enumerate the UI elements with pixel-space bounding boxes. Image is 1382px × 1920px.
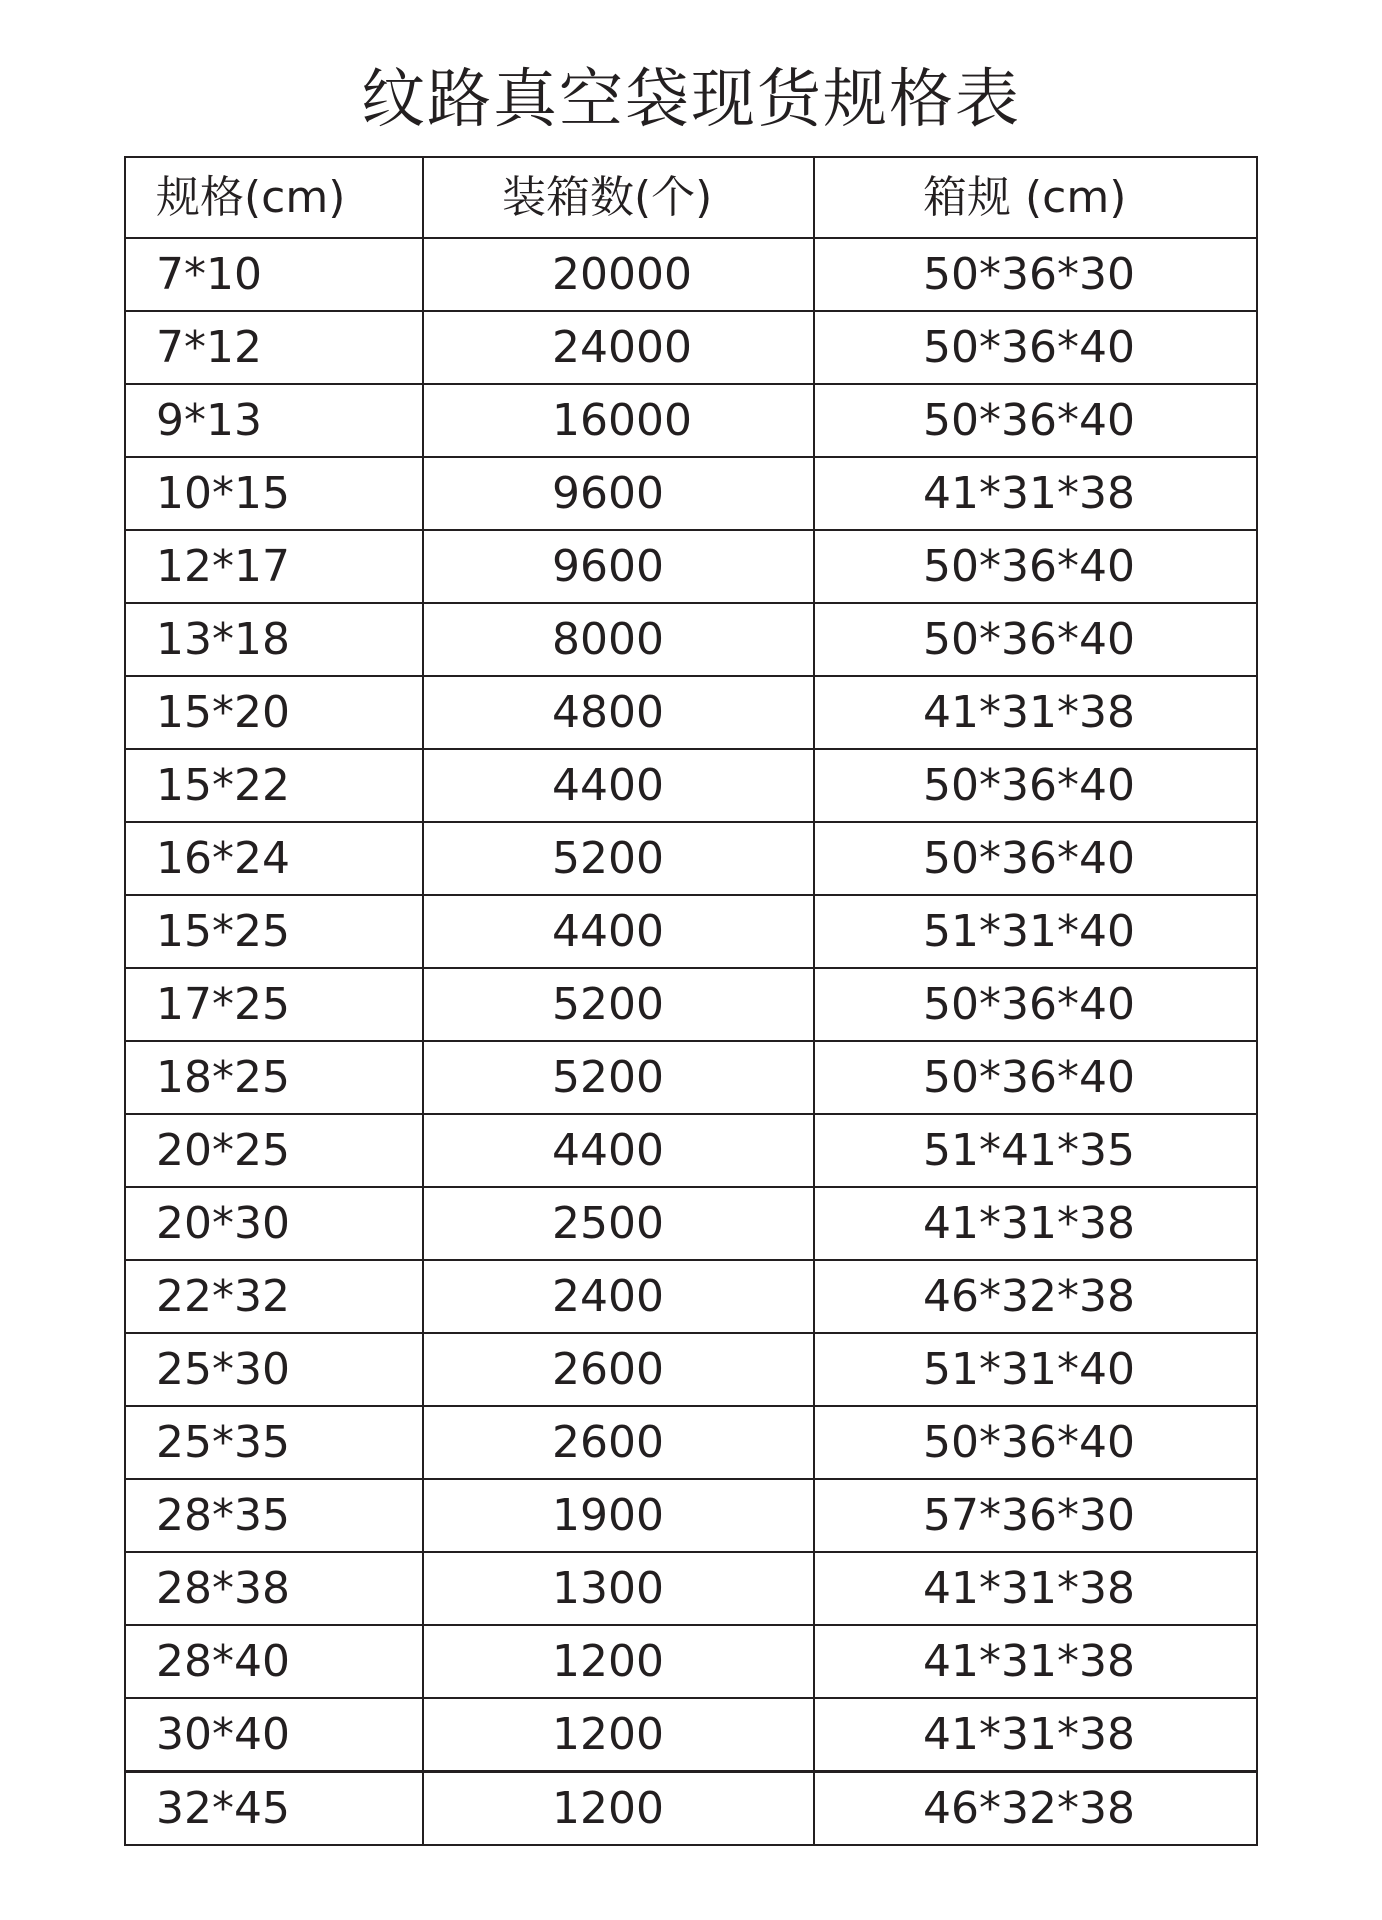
table-row <box>125 1041 1257 1114</box>
cell-box: 57*36*30 <box>814 1479 1257 1552</box>
table-row <box>125 1114 1257 1187</box>
cell-quantity: 5200 <box>423 822 814 895</box>
cell-box: 46*32*38 <box>814 1772 1257 1846</box>
table-row <box>125 749 1257 822</box>
cell-box: 41*31*38 <box>814 1552 1257 1625</box>
spec-table <box>124 156 1258 1846</box>
cell-size: 16*24 <box>125 822 423 895</box>
cell-quantity: 2400 <box>423 1260 814 1333</box>
cell-quantity: 1200 <box>423 1698 814 1772</box>
cell-quantity: 9600 <box>423 530 814 603</box>
table-row <box>125 603 1257 676</box>
cell-size: 7*12 <box>125 311 423 384</box>
cell-quantity: 1200 <box>423 1772 814 1846</box>
table-row <box>125 968 1257 1041</box>
cell-size: 30*40 <box>125 1698 423 1772</box>
cell-quantity: 4400 <box>423 1114 814 1187</box>
page-title: 纹路真空袋现货规格表 <box>361 63 1021 137</box>
table-row <box>125 384 1257 457</box>
cell-box: 50*36*40 <box>814 1406 1257 1479</box>
cell-size: 15*25 <box>125 895 423 968</box>
table-row <box>125 1187 1257 1260</box>
cell-size: 17*25 <box>125 968 423 1041</box>
cell-size: 20*25 <box>125 1114 423 1187</box>
cell-box: 50*36*40 <box>814 530 1257 603</box>
cell-box: 50*36*40 <box>814 1041 1257 1114</box>
cell-box: 41*31*38 <box>814 1187 1257 1260</box>
cell-box: 50*36*30 <box>814 238 1257 311</box>
cell-quantity: 1200 <box>423 1625 814 1698</box>
cell-size: 28*38 <box>125 1552 423 1625</box>
header-size: 规格(cm) <box>125 157 423 238</box>
table-row <box>125 822 1257 895</box>
cell-size: 18*25 <box>125 1041 423 1114</box>
cell-box: 51*31*40 <box>814 1333 1257 1406</box>
cell-quantity: 2500 <box>423 1187 814 1260</box>
cell-box: 41*31*38 <box>814 1698 1257 1772</box>
cell-size: 28*40 <box>125 1625 423 1698</box>
table-row <box>125 238 1257 311</box>
table-row <box>125 1698 1257 1772</box>
table-row <box>125 1479 1257 1552</box>
cell-box: 50*36*40 <box>814 384 1257 457</box>
cell-box: 50*36*40 <box>814 311 1257 384</box>
cell-box: 41*31*38 <box>814 676 1257 749</box>
table-row <box>125 1406 1257 1479</box>
cell-box: 51*31*40 <box>814 895 1257 968</box>
cell-quantity: 5200 <box>423 1041 814 1114</box>
cell-quantity: 16000 <box>423 384 814 457</box>
table-row <box>125 457 1257 530</box>
table-row <box>125 1625 1257 1698</box>
cell-size: 15*22 <box>125 749 423 822</box>
cell-size: 25*35 <box>125 1406 423 1479</box>
header-quantity: 装箱数(个) <box>423 157 814 238</box>
cell-box: 50*36*40 <box>814 968 1257 1041</box>
table-row <box>125 676 1257 749</box>
cell-quantity: 9600 <box>423 457 814 530</box>
cell-size: 15*20 <box>125 676 423 749</box>
cell-quantity: 4400 <box>423 749 814 822</box>
cell-box: 41*31*38 <box>814 457 1257 530</box>
table-row <box>125 1333 1257 1406</box>
cell-size: 25*30 <box>125 1333 423 1406</box>
cell-box: 50*36*40 <box>814 822 1257 895</box>
cell-quantity: 24000 <box>423 311 814 384</box>
table-row <box>125 1772 1257 1846</box>
cell-quantity: 8000 <box>423 603 814 676</box>
cell-size: 28*35 <box>125 1479 423 1552</box>
table-row <box>125 1552 1257 1625</box>
cell-size: 13*18 <box>125 603 423 676</box>
cell-quantity: 5200 <box>423 968 814 1041</box>
cell-size: 32*45 <box>125 1772 423 1846</box>
cell-size: 22*32 <box>125 1260 423 1333</box>
table-body <box>125 238 1257 1845</box>
cell-quantity: 2600 <box>423 1406 814 1479</box>
cell-size: 9*13 <box>125 384 423 457</box>
cell-size: 12*17 <box>125 530 423 603</box>
cell-size: 7*10 <box>125 238 423 311</box>
cell-box: 50*36*40 <box>814 749 1257 822</box>
cell-box: 46*32*38 <box>814 1260 1257 1333</box>
table-header-row <box>125 157 1257 238</box>
cell-quantity: 20000 <box>423 238 814 311</box>
cell-size: 10*15 <box>125 457 423 530</box>
cell-box: 50*36*40 <box>814 603 1257 676</box>
cell-box: 41*31*38 <box>814 1625 1257 1698</box>
cell-quantity: 2600 <box>423 1333 814 1406</box>
table-row <box>125 311 1257 384</box>
cell-quantity: 4800 <box>423 676 814 749</box>
cell-quantity: 1900 <box>423 1479 814 1552</box>
cell-box: 51*41*35 <box>814 1114 1257 1187</box>
header-box: 箱规 (cm) <box>814 157 1257 238</box>
table-row <box>125 1260 1257 1333</box>
cell-quantity: 4400 <box>423 895 814 968</box>
table-row <box>125 895 1257 968</box>
cell-size: 20*30 <box>125 1187 423 1260</box>
table-row <box>125 530 1257 603</box>
cell-quantity: 1300 <box>423 1552 814 1625</box>
